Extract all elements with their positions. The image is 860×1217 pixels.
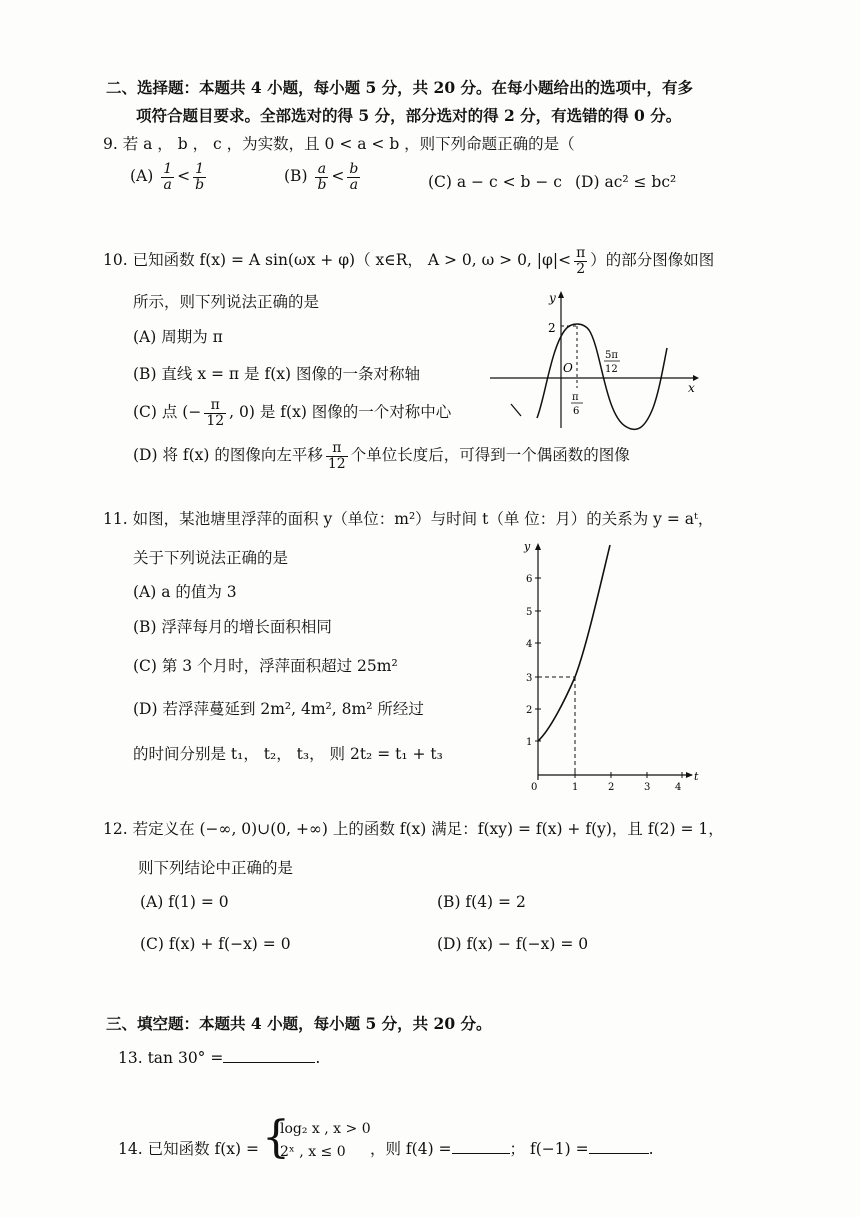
t-tick-4: 4 <box>675 782 682 793</box>
q10-sine-graph <box>485 288 705 438</box>
q11-option-a: (A) a 的值为 3 <box>133 583 237 601</box>
x-axis-label: x <box>688 381 695 395</box>
max-value-label: 2 <box>548 321 556 335</box>
q11-option-b: (B) 浮萍每月的增长面积相同 <box>133 618 332 636</box>
q12-stem-cont: 则下列结论中正确的是 <box>138 859 294 877</box>
y-tick-2: 2 <box>526 705 533 716</box>
t-tick-1: 1 <box>572 782 579 793</box>
section-3-heading: 三、填空题：本题共 4 小题，每小题 5 分，共 20 分。 <box>106 1014 492 1033</box>
q12-option-a: (A) f(1) = 0 <box>140 893 229 911</box>
q10-stem-cont: 所示，则下列说法正确的是 <box>133 293 320 311</box>
q11-option-d: (D) 若浮萍蔓延到 2m², 4m², 8m² 所经过 <box>133 700 424 718</box>
q12-option-c: (C) f(x) + f(−x) = 0 <box>140 935 291 953</box>
exponential-curve <box>538 545 610 741</box>
y-axis-arrow <box>558 291 564 298</box>
q14-case-2: 2ˣ , x ≤ 0 <box>280 1144 346 1160</box>
q9-stem: 9. 若 a ， b ， c ，为实数，且 0 < a < b ，则下列命题正确的是（ <box>103 135 575 153</box>
q14-answer-blank-2[interactable] <box>589 1139 649 1154</box>
curve-fragment <box>511 404 521 416</box>
q12-stem: 12. 若定义在 (−∞, 0)∪(0, +∞) 上的函数 f(x) 满足：f(xy) = f(x) + f(y)，且 f(2) = 1， <box>103 820 724 838</box>
y-tick-6: 6 <box>526 574 533 585</box>
q14-pre: 14. 已知函数 f(x) = <box>118 1140 259 1158</box>
t-tick-3: 3 <box>644 782 651 793</box>
q14-case-1: log₂ x , x > 0 <box>280 1121 371 1137</box>
q9-option-c: (C) a − c < b − c <box>428 173 562 191</box>
q10-option-a: (A) 周期为 π <box>133 328 223 346</box>
q11-stem-cont: 关于下列说法正确的是 <box>133 549 289 567</box>
q10-option-d: (D) 将 f(x) 的图像向左平移 $\frac{\pi}{12}$ 个单位长度后，可得到一个偶函数的图像 <box>133 440 630 472</box>
tick-pi-6-den: 6 <box>573 406 580 417</box>
t-axis-label: t <box>694 770 699 783</box>
piecewise-brace: { <box>262 1112 290 1163</box>
y-tick-1: 1 <box>526 737 533 748</box>
q10-stem: 10. 已知函数 f(x) = A sin(ωx + φ)（ x∈R， A > 0, ω > 0, |φ|< $\frac{\pi}{2}$ ）的部分图像如图 <box>103 245 715 277</box>
q12-option-d: (D) f(x) − f(−x) = 0 <box>437 935 589 953</box>
tick-pi-6-num: π <box>572 392 579 403</box>
section-2-heading: 二、选择题：本题共 4 小题，每小题 5 分，共 20 分。在每小题给出的选项中，有多 <box>106 78 694 97</box>
q11-exponential-graph <box>520 540 700 795</box>
q13-answer-blank[interactable] <box>223 1048 315 1063</box>
q14-answer-blank-1[interactable] <box>452 1139 510 1154</box>
q11-option-d-cont: 的时间分别是 t₁， t₂， t₃， 则 2t₂ = t₁ + t₃ <box>133 745 443 763</box>
y-axis-label: y <box>549 291 556 305</box>
q10-option-c: (C) 点 (− $\frac{\pi}{12}$ , 0) 是 f(x) 图像的一个对称中心 <box>133 397 452 429</box>
q9-option-a: (A) $\frac{1}{a}$ < $\frac{1}{b}$ <box>130 161 205 193</box>
q14-rest: ，则 f(4) = ； f(−1) = . <box>370 1140 654 1158</box>
t-tick-0: 0 <box>531 782 538 793</box>
y-tick-5: 5 <box>526 607 533 618</box>
sine-curve <box>537 324 667 429</box>
q9-option-d: (D) ac² ≤ bc² <box>575 173 677 191</box>
q13: 13. tan 30° = . <box>118 1049 321 1067</box>
tick-5pi-12-num: 5π <box>605 350 618 361</box>
section-2-heading-cont: 项符合题目要求。全部选对的得 5 分，部分选对的得 2 分，有选错的得 0 分。 <box>136 106 682 125</box>
q9-option-b: (B) $\frac{a}{b}$ < $\frac{b}{a}$ <box>284 161 359 193</box>
t-axis-arrow <box>686 772 693 778</box>
y-tick-3: 3 <box>526 673 533 684</box>
q10-option-b: (B) 直线 x = π 是 f(x) 图像的一条对称轴 <box>133 365 420 383</box>
q11-option-c: (C) 第 3 个月时，浮萍面积超过 25m² <box>133 657 398 675</box>
t-tick-2: 2 <box>608 782 615 793</box>
y-axis-arrow <box>535 543 541 550</box>
y-ticks <box>526 574 541 748</box>
q12-option-b: (B) f(4) = 2 <box>437 893 526 911</box>
y-axis-label: y <box>524 540 531 553</box>
y-tick-4: 4 <box>526 639 533 650</box>
q11-stem: 11. 如图，某池塘里浮萍的面积 y（单位：m²）与时间 t（单 位：月）的关系为 y = aᵗ， <box>103 510 714 528</box>
tick-5pi-12-den: 12 <box>605 364 618 375</box>
origin-label: O <box>563 361 573 375</box>
